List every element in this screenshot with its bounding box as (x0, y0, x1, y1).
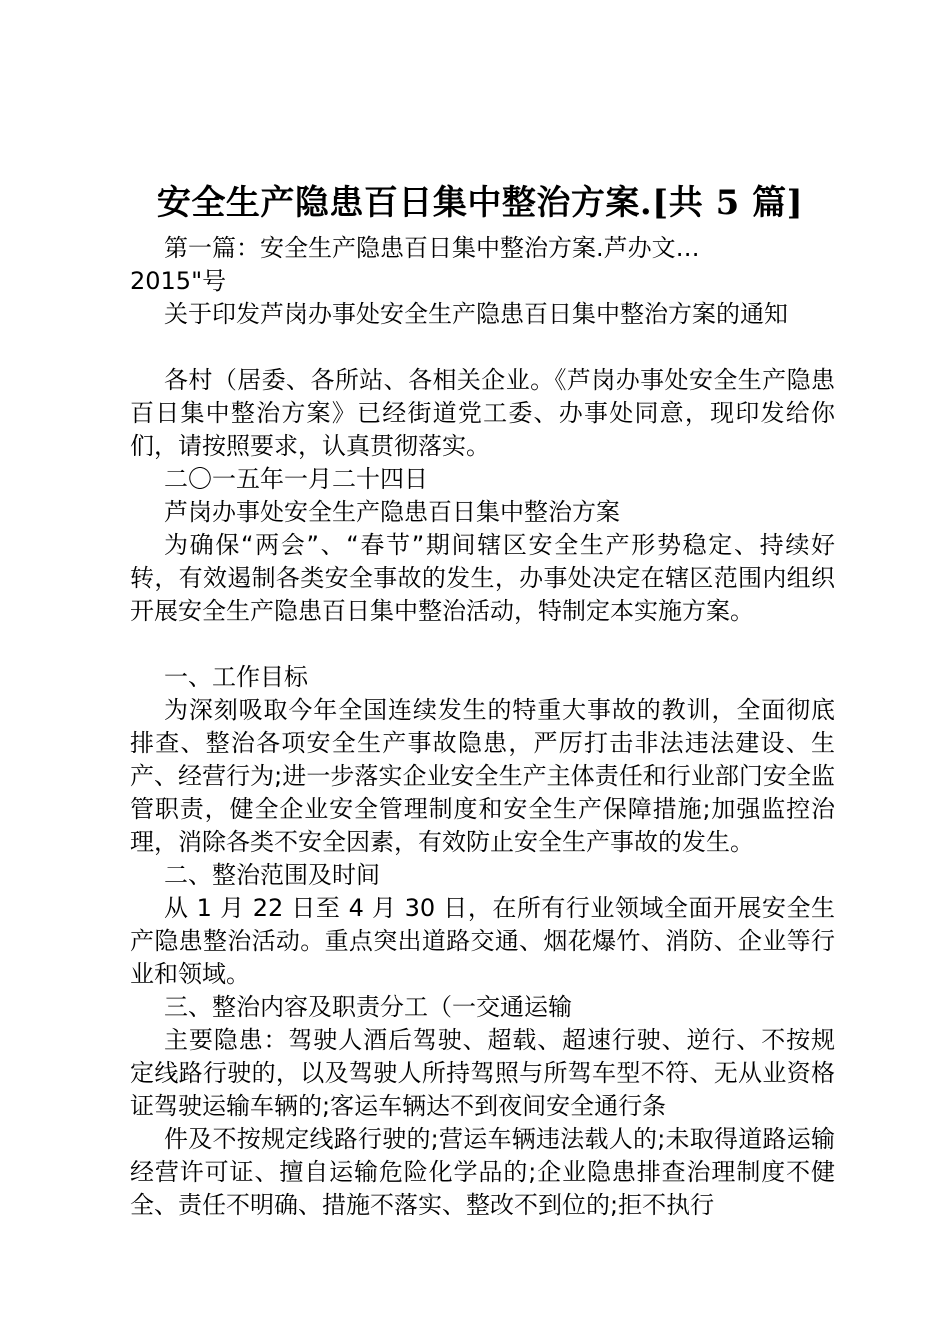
section-heading-goals: 一、工作目标 (164, 663, 308, 691)
document-number: 2015"号 (130, 267, 227, 295)
section-heading-content: 三、整治内容及职责分工（一交通运输 (164, 993, 572, 1021)
notice-title: 关于印发芦岗办事处安全生产隐患百日集中整治方案的通知 (164, 300, 788, 328)
document-body (130, 232, 835, 1222)
goals-body: 为深刻吸取今年全国连续发生的特重大事故的教训，全面彻底排查、整治各项安全生产事故隐患，严厉打击非法违法建设、生产、经营行为;进一步落实企业安全生产主体责任和行业部门安全监管职责，健全企业安全管理制度和安全生产保障措施;加强监控治理，消除各类不安全因素，有效防止安全生产事故的发生。 (130, 696, 835, 856)
scope-body: 从 1 月 22 日至 4 月 30 日，在所有行业领域全面开展安全生产隐患整治活动。重点突出道路交通、烟花爆竹、消防、企业等行业和领域。 (130, 894, 835, 988)
hazards-body-continued: 件及不按规定线路行驶的;营运车辆违法载人的;未取得道路运输经营许可证、擅自运输危险化学品的;企业隐患排查治理制度不健全、责任不明确、措施不落实、整改不到位的;拒不执行 (130, 1125, 835, 1219)
notice-date: 二〇一五年一月二十四日 (164, 465, 428, 493)
blank-line (130, 331, 835, 364)
blank-line (130, 628, 835, 661)
document-title: 安全生产隐患百日集中整治方案.[共 5 篇] (156, 183, 804, 223)
plan-title: 芦岗办事处安全生产隐患百日集中整治方案 (164, 498, 620, 526)
chapter-heading: 第一篇：安全生产隐患百日集中整治方案.芦办文… (164, 234, 700, 262)
plan-intro: 为确保“两会”、“春节”期间辖区安全生产形势稳定、持续好转，有效遏制各类安全事故的发生，办事处决定在辖区范围内组织开展安全生产隐患百日集中整治活动，特制定本实施方案。 (130, 531, 835, 625)
notice-body: 各村（居委、各所站、各相关企业。《芦岗办事处安全生产隐患百日集中整治方案》已经街道党工委、办事处同意，现印发给你们，请按照要求，认真贯彻落实。 (130, 366, 835, 460)
hazards-body: 主要隐患：驾驶人酒后驾驶、超载、超速行驶、逆行、不按规定线路行驶的，以及驾驶人所持驾照与所驾车型不符、无从业资格证驾驶运输车辆的;客运车辆达不到夜间安全通行条 (130, 1026, 835, 1120)
section-heading-scope: 二、整治范围及时间 (164, 861, 380, 889)
